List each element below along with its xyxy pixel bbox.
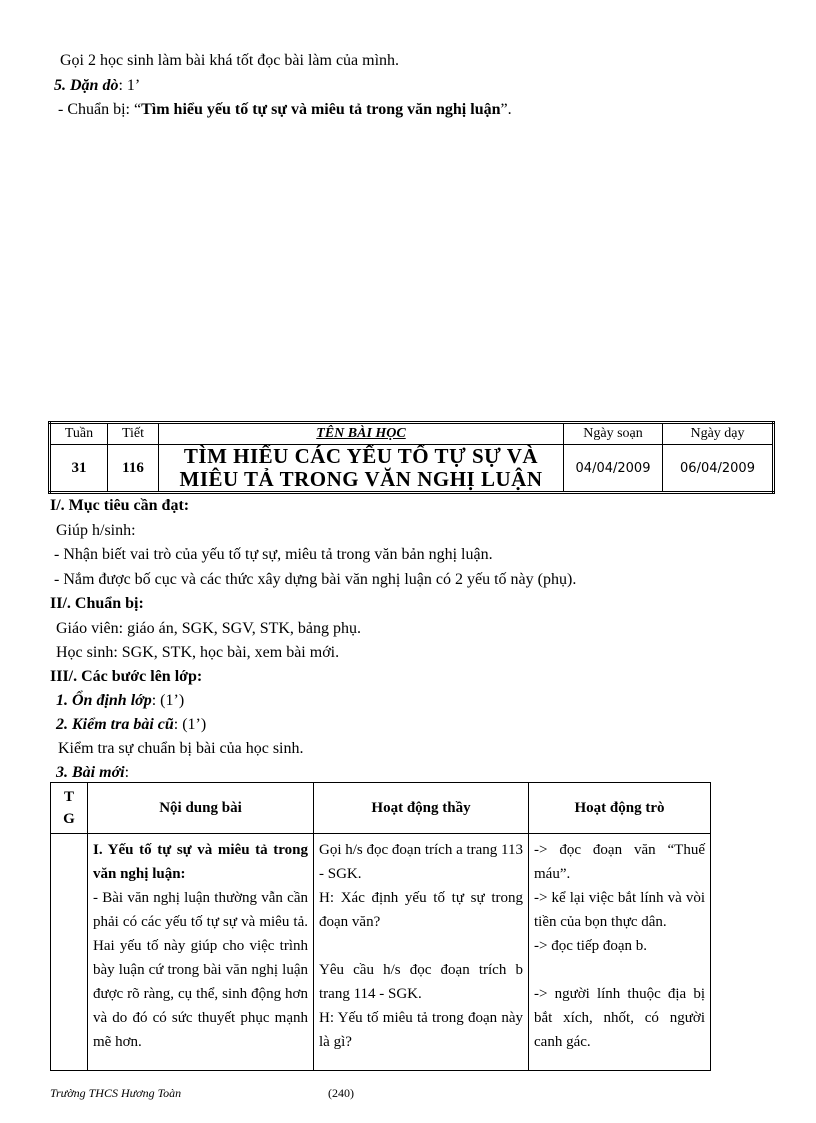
chuan-bi-prefix: - Chuẩn bị: “: [58, 101, 142, 118]
section1-heading: I/. Mục tiêu cần đạt:: [50, 497, 190, 514]
step2-label: 2. Kiểm tra bài cũ: [56, 716, 174, 733]
step2-line: [56, 716, 206, 734]
step1-time: : (1’): [151, 692, 185, 709]
ngay-day-value: 06/04/2009: [663, 445, 774, 493]
col-tuan: Tuần: [50, 423, 108, 445]
tro-p2: -> kể lại việc bắt lính và vòi tiền của bọn thực dân.: [534, 890, 705, 930]
dan-do-label: 5. Dặn dò: [54, 77, 119, 94]
noi-dung-body: - Bài văn nghị luận thường vẫn cần phải có các yếu tố tự sự và miêu tả. Hai yếu tố này giúp cho việc trình bày luận cứ trong bài văn nghị luận được rõ ràng, cụ thể, sinh động hơn và do đó có sức thuyết phục mạnh mẽ hơn.: [93, 890, 308, 1050]
thay-p1: Gọi h/s đọc đoạn trích a trang 113 - SGK.: [319, 842, 523, 882]
step3-label: 3. Bài mới: [56, 764, 125, 781]
col-ngay-soan: Ngày soạn: [564, 423, 663, 445]
step1-line: [56, 692, 184, 710]
tro-p1: -> đọc đoạn văn “Thuế máu”.: [534, 842, 705, 882]
lesson-title-line2: MIÊU TẢ TRONG VĂN NGHỊ LUẬN: [179, 467, 543, 491]
lesson-header-table: [48, 421, 775, 494]
col-hoat-dong-thay: Hoạt động thầy: [314, 783, 529, 834]
tuan-value: 31: [50, 445, 108, 493]
chuan-bi-title: Tìm hiểu yếu tố tự sự và miêu tả trong văn nghị luận: [141, 101, 501, 118]
col-tg-t: T: [63, 789, 74, 805]
tg-cell: [51, 834, 88, 1071]
section1-line1: Giúp h/sinh:: [56, 522, 136, 539]
col-noi-dung: Nội dung bài: [88, 783, 314, 834]
section1-line3: - Nắm được bố cục và các thức xây dựng bài văn nghị luận có 2 yếu tố này (phụ).: [54, 571, 577, 588]
thay-p4: H: Yếu tố miêu tả trong đoạn này là gì?: [319, 1010, 523, 1050]
col-tg-g: G: [63, 811, 75, 827]
step1-label: 1. Ổn định lớp: [56, 692, 152, 709]
noi-dung-heading: I. Yếu tố tự sự và miêu tả trong văn nghị luận:: [93, 842, 308, 882]
thay-p2: H: Xác định yếu tố tự sự trong đoạn văn?: [319, 890, 523, 930]
chuan-bi-line: [58, 101, 512, 119]
col-tg: [51, 783, 88, 834]
ngay-soan-value: 04/04/2009: [564, 445, 663, 493]
step2-time: : (1’): [173, 716, 207, 733]
tiet-value: 116: [108, 445, 159, 493]
footer-page-number: (240): [328, 1086, 354, 1100]
col-tiet: Tiết: [108, 423, 159, 445]
thay-p3: Yêu cầu h/s đọc đoạn trích b trang 114 - SGK.: [319, 962, 523, 1002]
lesson-activity-table: [50, 782, 711, 1071]
intro-line: Gọi 2 học sinh làm bài khá tốt đọc bài làm của mình.: [60, 52, 400, 69]
chuan-bi-suffix: ”.: [500, 101, 512, 118]
hoat-dong-tro-cell: [529, 834, 711, 1071]
section1-line2: - Nhận biết vai trò của yếu tố tự sự, miêu tả trong văn bản nghị luận.: [54, 546, 493, 563]
section2-line2: Học sinh: SGK, STK, học bài, xem bài mới.: [56, 644, 340, 661]
noi-dung-cell: [88, 834, 314, 1071]
section2-line1: Giáo viên: giáo án, SGK, SGV, STK, bảng phụ.: [56, 620, 362, 637]
col-ngay-day: Ngày dạy: [663, 423, 774, 445]
dan-do-time: : 1’: [118, 77, 141, 94]
lesson-title: [159, 445, 564, 493]
step2-text: Kiểm tra sự chuẩn bị bài của học sinh.: [58, 740, 304, 757]
hoat-dong-thay-cell: [314, 834, 529, 1071]
col-ten-bai-hoc: TÊN BÀI HỌC: [159, 423, 564, 445]
tro-p4: -> người lính thuộc địa bị bắt xích, nhốt, có người canh gác.: [534, 986, 705, 1050]
step3-suffix: :: [124, 764, 130, 781]
section3-heading: III/. Các bước lên lớp:: [50, 668, 203, 685]
section2-heading: II/. Chuẩn bị:: [50, 595, 144, 612]
dan-do-line: [54, 77, 140, 95]
lesson-title-line1: TÌM HIỂU CÁC YẾU TỐ TỰ SỰ VÀ: [183, 444, 539, 468]
footer-school: Trường THCS Hương Toàn: [50, 1086, 182, 1100]
tro-p3: -> đọc tiếp đoạn b.: [534, 938, 648, 954]
col-hoat-dong-tro: Hoạt động trò: [529, 783, 711, 834]
step3-line: [56, 764, 129, 782]
